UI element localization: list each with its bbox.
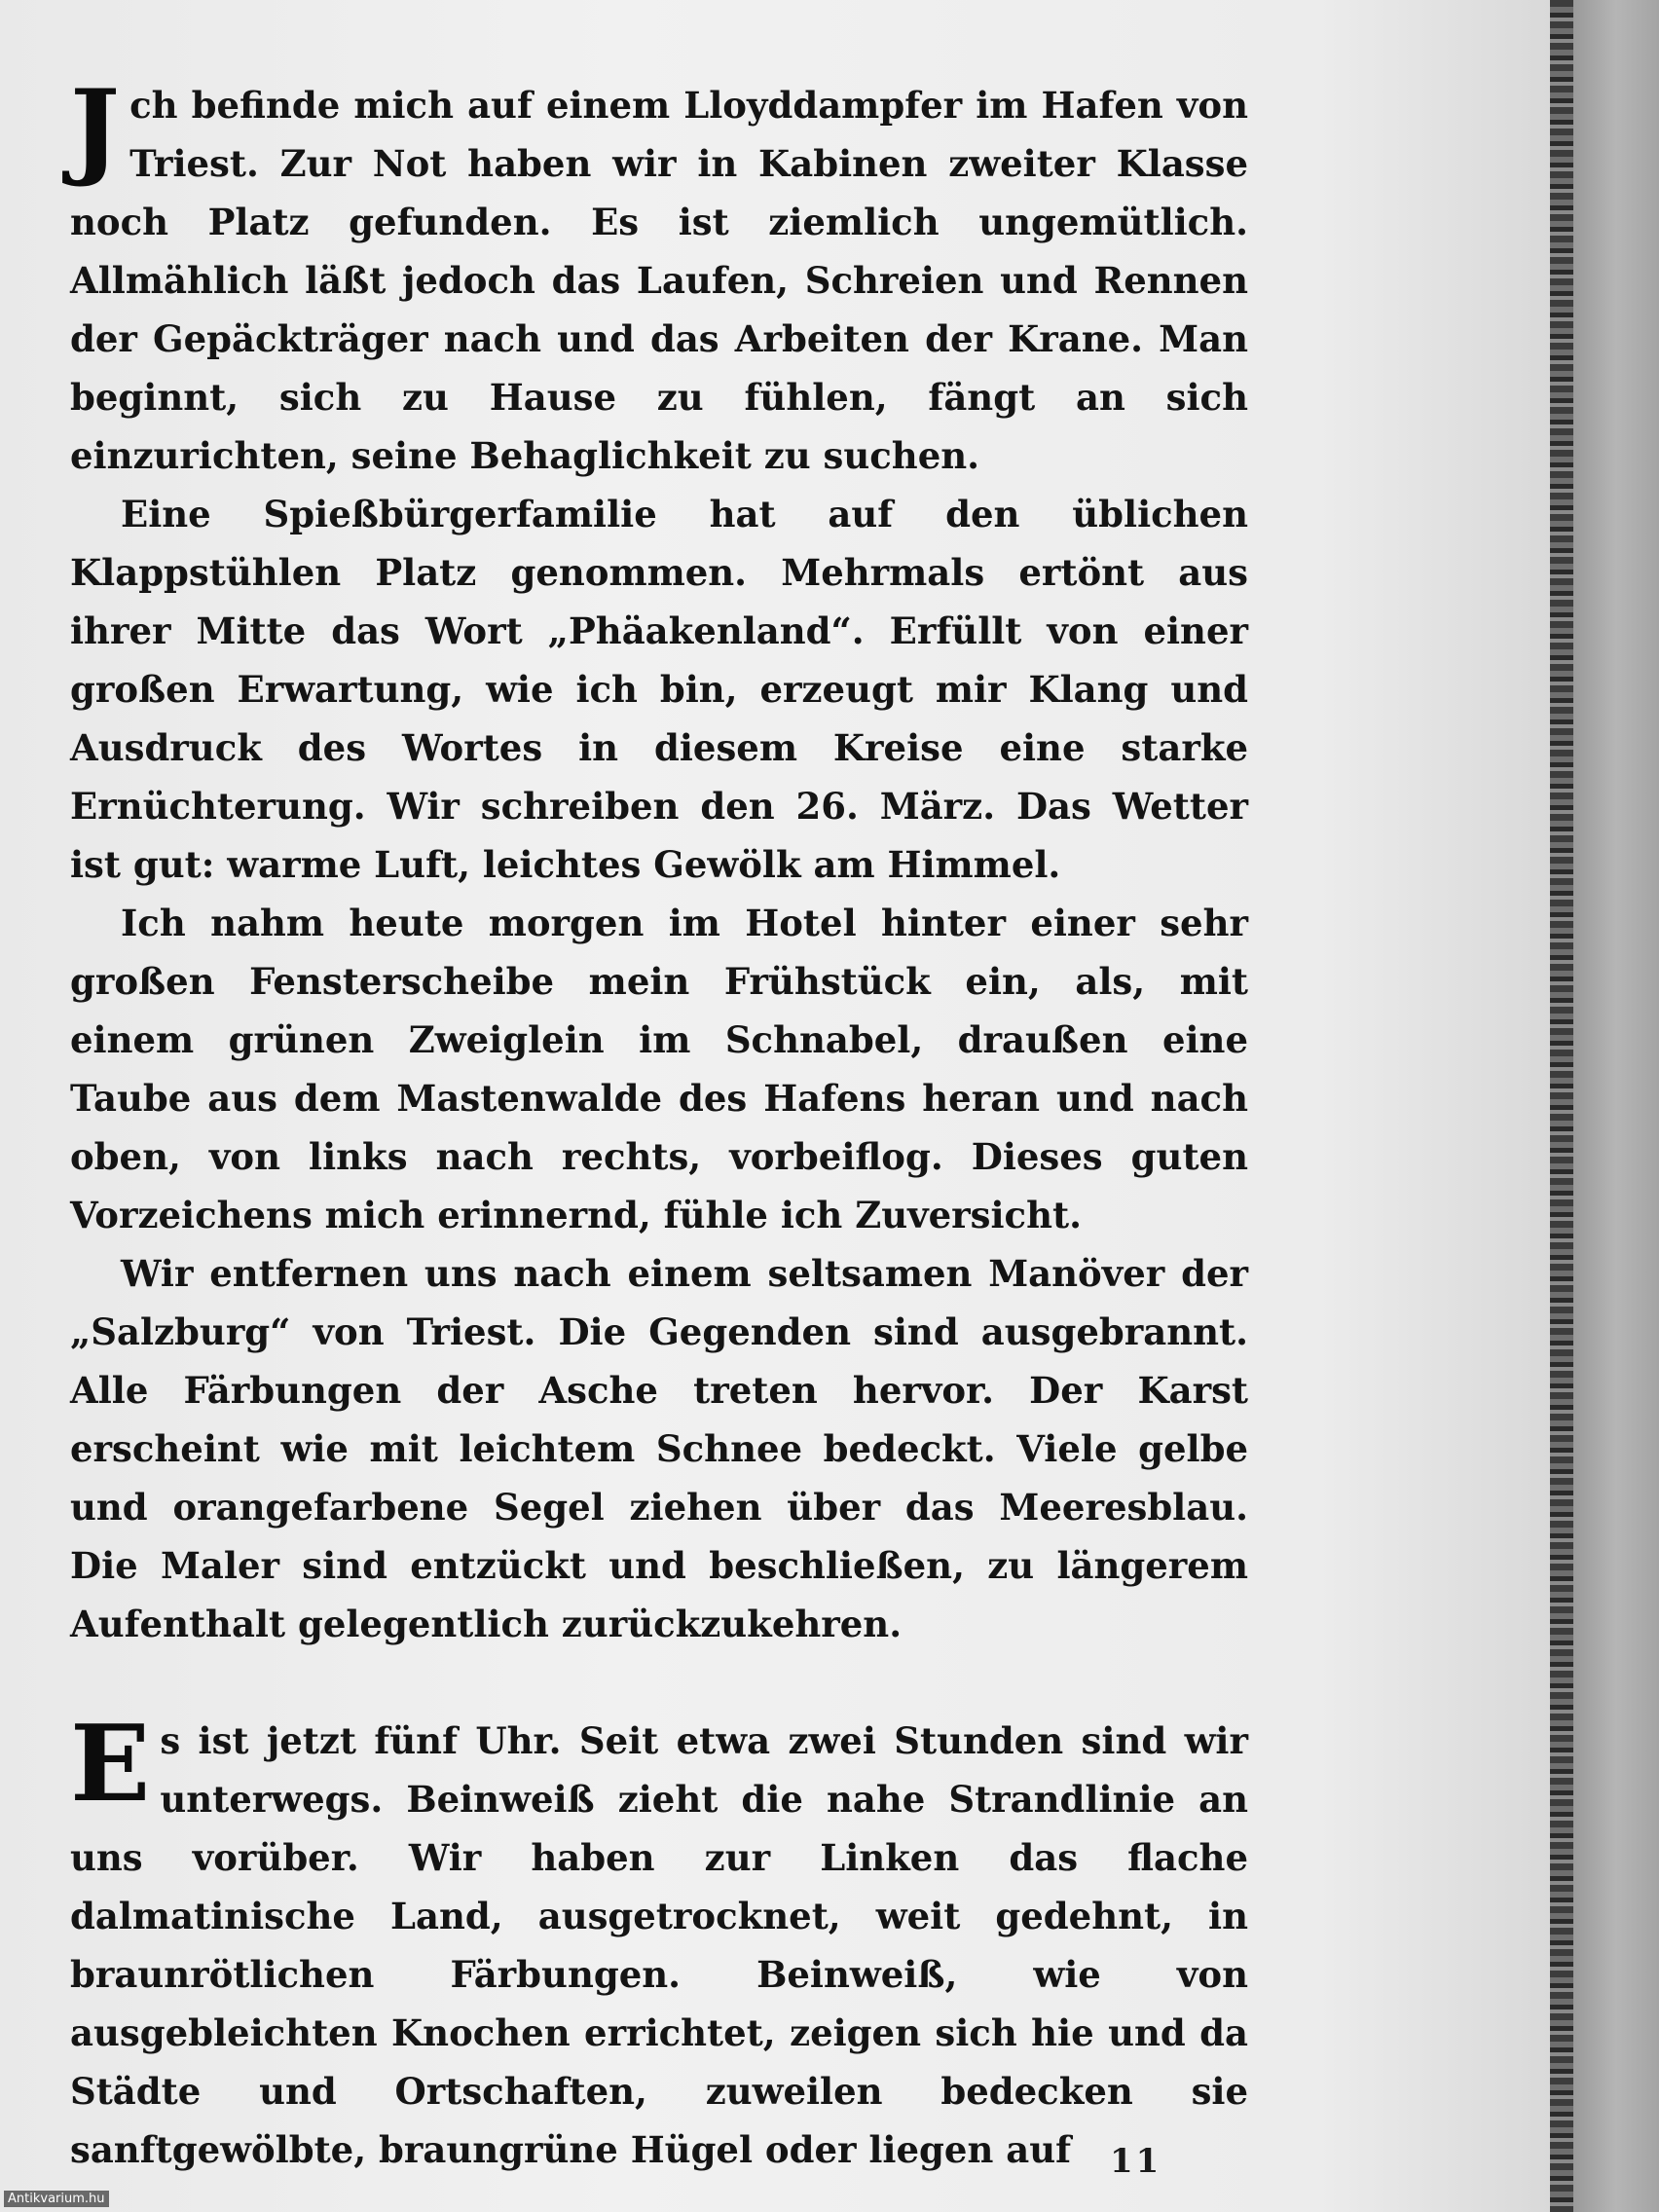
watermark: Antikvarium.hu (4, 2191, 109, 2207)
body-text (70, 67, 1248, 2179)
paragraph: Wir entfernen uns nach einem seltsamen Manöver der „Salzburg“ von Triest. Die Gegenden sind ausgebrannt. Alle Färbungen der Asche treten hervor. Der Karst erscheint wie mit leichtem Schnee bedeckt. Viele gelbe und orangefarbene Segel ziehen über das Meeresblau. Die Maler sind entzückt und beschließen, zu längerem Aufenthalt gelegentlich zurückzukehren. (70, 1252, 1248, 1645)
book-spine-edge (1550, 0, 1573, 2212)
paragraph (70, 67, 1248, 485)
paragraph-text: s ist jetzt fünf Uhr. Seit etwa zwei Stunden sind wir unterwegs. Beinweiß zieht die nahe Strandlinie an uns vorüber. Wir haben zur Linken das flache dalmatinische Land, ausgetrocknet, weit gedehnt, in braunrötlichen Färbungen. Beinweiß, wie von ausgebleichten Knochen errichtet, zeigen sich hie und da Städte und Ortschaften, zuweilen bedecken sie sanftgewölbte, braungrüne Hügel oder liegen auf (70, 1719, 1248, 2171)
page-number: 11 (1110, 2142, 1162, 2181)
drop-cap: J (70, 67, 121, 190)
section-break (70, 1653, 1248, 1712)
paragraph: Ich nahm heute morgen im Hotel hinter einer sehr großen Fensterscheibe mein Frühstück ein, als, mit einem grünen Zweiglein im Schnabel, draußen eine Taube aus dem Mastenwalde des Hafens heran und nach oben, von links nach rechts, vorbeiflog. Dieses guten Vorzeichens mich erinnernd, fühle ich Zuversicht. (70, 902, 1248, 1236)
book-cover-board (1573, 0, 1659, 2212)
paragraph: Eine Spießbürgerfamilie hat auf den üblichen Klappstühlen Platz genommen. Mehrmals ertönt aus ihrer Mitte das Wort „Phäakenland“. Erfüllt von einer großen Erwartung, wie ich bin, erzeugt mir Klang und Ausdruck des Wortes in diesem Kreise eine starke Ernüchterung. Wir schreiben den 26. März. Das Wetter ist gut: warme Luft, leichtes Gewölk am Himmel. (70, 493, 1248, 886)
drop-cap: E (70, 1703, 151, 1825)
paragraph-text: ch befinde mich auf einem Lloyddampfer im Hafen von Triest. Zur Not haben wir in Kabinen zweiter Klasse noch Platz gefunden. Es ist ziemlich ungemütlich. Allmählich läßt jedoch das Laufen, Schreien und Rennen der Gepäckträger nach und das Arbeiten der Krane. Man beginnt, sich zu Hause zu fühlen, fängt an sich einzurichten, seine Behaglichkeit zu suchen. (70, 84, 1248, 477)
paragraph (70, 1703, 1248, 2179)
